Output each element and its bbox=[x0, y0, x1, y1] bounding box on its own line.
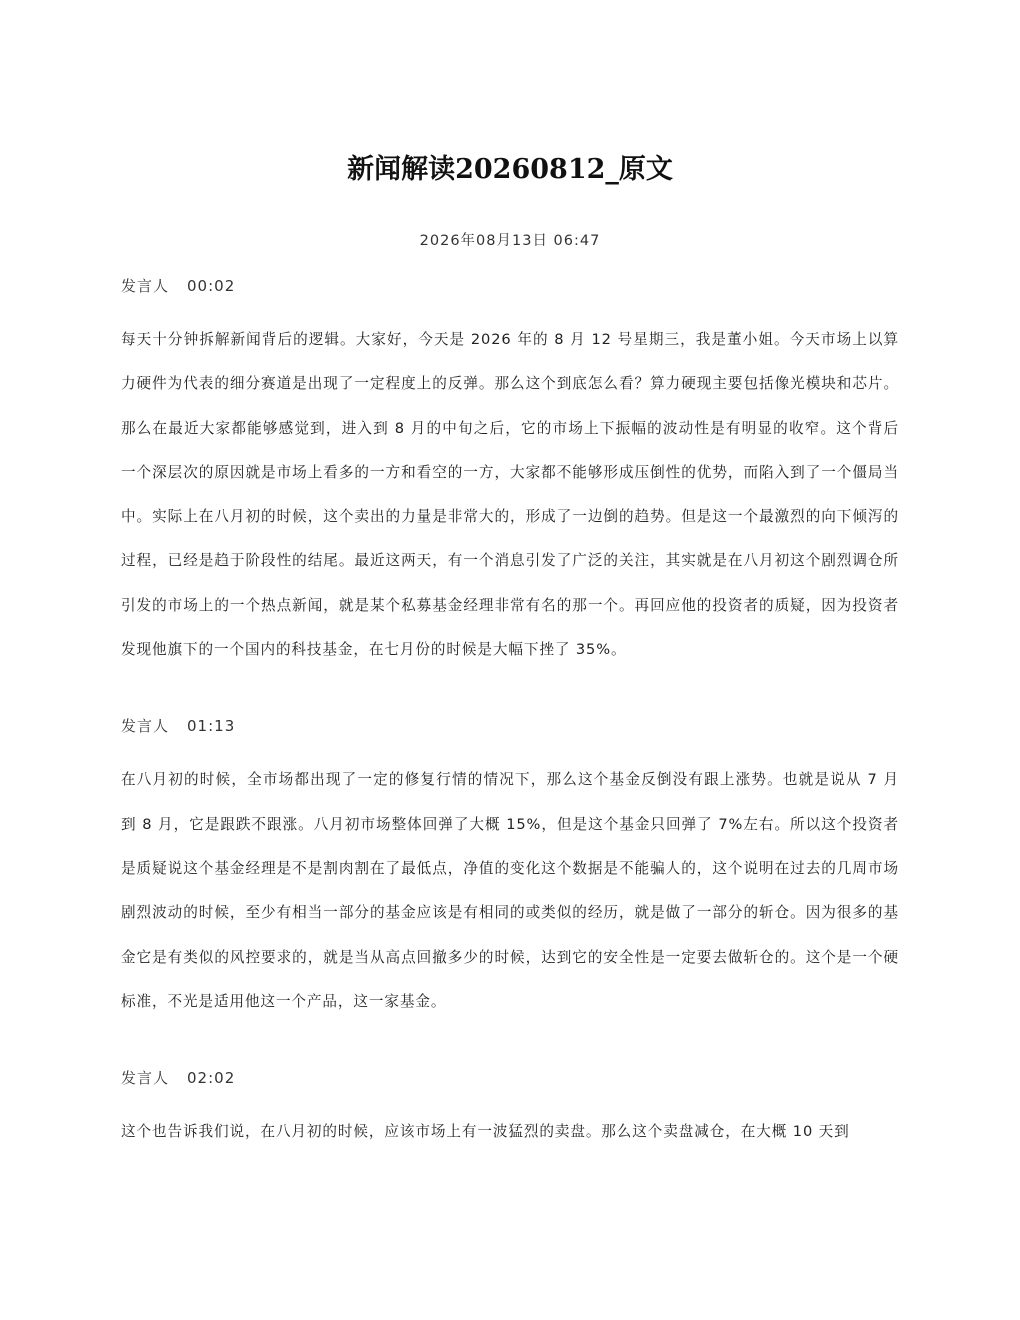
transcript-paragraph: 这个也告诉我们说，在八月初的时候，应该市场上有一波猛烈的卖盘。那么这个卖盘减仓，在大概 10 天到 bbox=[121, 1123, 850, 1141]
transcript-paragraph: 在八月初的时候，全市场都出现了一定的修复行情的情况下，那么这个基金反倒没有跟上涨势。也就是说从 7 月到 8 月，它是跟跌不跟涨。八月初市场整体回弹了大概 15%，但是这个基金只回弹了 7%左右。所以这个投资者是质疑说这个基金经理是不是割肉割在了最低点，净值的变化这个数据是不能骗人的，这个说明在过去的几周市场剧烈波动的时候，至少有相当一部分的基金应该是有相同的或类似的经历，就是做了一部分的斩仓。因为很多的基金它是有类似的风控要求的，就是当从高点回撤多少的时候，达到它的安全性是一定要去做斩仓的。这个是一个硬标准，不光是适用他这一个产品，这一家基金。 bbox=[121, 771, 899, 1010]
document-datetime: 2026年08月13日 06:47 bbox=[419, 233, 601, 249]
speaker-name: 发言人 bbox=[121, 277, 170, 295]
transcript-body bbox=[121, 274, 899, 1196]
speaker-timestamp: 00:02 bbox=[187, 277, 236, 295]
document-title: 新闻解读20260812_原文 bbox=[347, 154, 673, 185]
speaker-line bbox=[121, 1066, 899, 1090]
speaker-line bbox=[121, 274, 899, 298]
speaker-line bbox=[121, 714, 899, 738]
transcript-paragraph: 每天十分钟拆解新闻背后的逻辑。大家好，今天是 2026 年的 8 月 12 号星期三，我是董小姐。今天市场上以算力硬件为代表的细分赛道是出现了一定程度上的反弹。那么这个到底怎么看？算力硬现主要包括像光模块和芯片。那么在最近大家都能够感觉到，进入到 8 月的中旬之后，它的市场上下振幅的波动性是有明显的收窄。这个背后一个深层次的原因就是市场上看多的一方和看空的一方，大家都不能够形成压倒性的优势，而陷入到了一个僵局当中。实际上在八月初的时候，这个卖出的力量是非常大的，形成了一边倒的趋势。但是这一个最激烈的向下倾泻的过程，已经是趋于阶段性的结尾。最近这两天，有一个消息引发了广泛的关注，其实就是在八月初这个剧烈调仓所引发的市场上的一个热点新闻，就是某个私募基金经理非常有名的那一个。再回应他的投资者的质疑，因为投资者发现他旗下的一个国内的科技基金，在七月份的时候是大幅下挫了 35%。 bbox=[121, 331, 899, 659]
speaker-name: 发言人 bbox=[121, 717, 170, 736]
transcript-section bbox=[121, 1066, 899, 1154]
speaker-timestamp: 01:13 bbox=[187, 717, 236, 736]
transcript-section bbox=[121, 274, 899, 672]
speaker-timestamp: 02:02 bbox=[187, 1069, 236, 1088]
transcript-section bbox=[121, 714, 899, 1024]
speaker-name: 发言人 bbox=[121, 1069, 170, 1088]
